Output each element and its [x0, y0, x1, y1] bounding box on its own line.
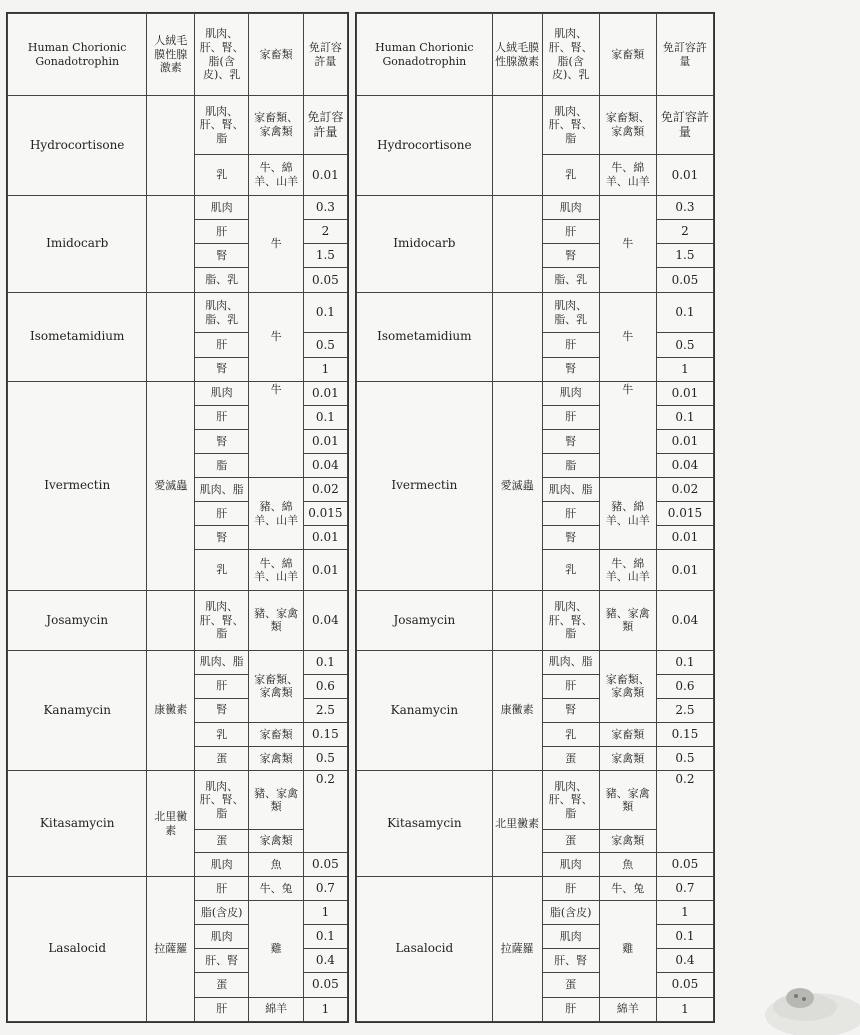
- tissue-cell: 肌肉、肝、腎、脂: [542, 771, 599, 830]
- drug-name: Ivermectin: [8, 381, 147, 591]
- drug-name: Josamycin: [357, 591, 493, 650]
- tissue-cell: 肌肉、肝、腎、脂: [542, 591, 599, 650]
- table-row: [357, 96, 714, 155]
- species-cell: 綿羊: [599, 997, 656, 1021]
- table-panel-right: [355, 12, 715, 1023]
- mrl-value: 1: [303, 357, 347, 381]
- tissue-cell: 肝: [195, 333, 249, 357]
- chinese-name: 拉薩羅: [147, 876, 195, 1021]
- mrl-value: 0.01: [656, 429, 713, 453]
- tissue-cell: 肝: [542, 674, 599, 698]
- header-species: 家畜類: [249, 14, 303, 96]
- mrl-value: 2.5: [656, 698, 713, 722]
- tissue-cell: 乳: [542, 550, 599, 591]
- tissue-cell: 肝: [195, 674, 249, 698]
- tissue-cell: 肝: [195, 502, 249, 526]
- mrl-value: 2.5: [303, 698, 347, 722]
- tissue-cell: 肌肉、脂、乳: [195, 292, 249, 333]
- tissue-cell: 脂(含皮): [542, 901, 599, 925]
- species-cell: 魚: [599, 852, 656, 876]
- mrl-value: 1.5: [656, 244, 713, 268]
- drug-name: Kanamycin: [8, 650, 147, 771]
- drug-name: Kitasamycin: [357, 771, 493, 877]
- tissue-cell: 脂: [542, 454, 599, 478]
- chinese-name: [492, 196, 542, 292]
- tissue-cell: 肌肉、脂: [195, 478, 249, 502]
- tissue-cell: 蛋: [542, 973, 599, 997]
- species-cell: 豬、家禽類: [599, 591, 656, 650]
- tissue-cell: 肌肉、肝、腎、脂: [195, 591, 249, 650]
- species-cell: 家畜類、家禽類: [599, 96, 656, 155]
- tissue-cell: 腎: [542, 526, 599, 550]
- mrl-value: 0.1: [656, 292, 713, 333]
- species-cell: 家禽類: [599, 747, 656, 771]
- table-row: [8, 876, 348, 900]
- chinese-name: [147, 96, 195, 196]
- species-cell: 家禽類: [599, 830, 656, 852]
- species-cell: 牛、綿羊、山羊: [249, 155, 303, 196]
- mrl-value: 0.6: [656, 674, 713, 698]
- header-species: 家畜類: [599, 14, 656, 96]
- mrl-table-right: [356, 13, 714, 1022]
- table-panel-left: [6, 12, 349, 1023]
- mrl-value: 0.05: [656, 973, 713, 997]
- species-cell: 豬、綿羊、山羊: [599, 478, 656, 550]
- mrl-value: 0.01: [303, 429, 347, 453]
- mrl-value: 0.1: [656, 650, 713, 674]
- tissue-cell: 脂、乳: [542, 268, 599, 292]
- mrl-value: 0.1: [303, 650, 347, 674]
- species-cell: 家畜類: [599, 722, 656, 746]
- chinese-name: 康黴素: [147, 650, 195, 771]
- tissue-cell: 乳: [195, 155, 249, 196]
- header-mrl: 免訂容許量: [656, 14, 713, 96]
- tissue-cell: 乳: [542, 155, 599, 196]
- mrl-value: 0.1: [303, 292, 347, 333]
- chinese-name: [492, 591, 542, 650]
- mrl-value: 0.04: [656, 454, 713, 478]
- species-cell: 豬、家禽類: [249, 591, 303, 650]
- mrl-value: 1: [303, 901, 347, 925]
- mrl-value: 0.015: [656, 502, 713, 526]
- drug-name: Kitasamycin: [8, 771, 147, 877]
- mrl-value: 0.1: [656, 405, 713, 429]
- table-row: [357, 196, 714, 220]
- species-cell: 豬、綿羊、山羊: [249, 478, 303, 550]
- tissue-cell: 肝: [195, 220, 249, 244]
- table-row: [8, 381, 348, 405]
- mrl-value: 1: [303, 997, 347, 1021]
- species-cell: 豬、家禽類: [599, 771, 656, 830]
- mrl-value: 0.05: [656, 852, 713, 876]
- tissue-cell: 肝、腎: [195, 949, 249, 973]
- drug-name: Imidocarb: [357, 196, 493, 292]
- tissue-cell: 肌肉、脂: [542, 478, 599, 502]
- mrl-value: 0.2: [656, 771, 713, 853]
- mrl-value: 0.1: [303, 405, 347, 429]
- drug-name: Isometamidium: [8, 292, 147, 381]
- mrl-value: 1: [656, 997, 713, 1021]
- tissue-cell: 蛋: [542, 747, 599, 771]
- mrl-value: 0.3: [303, 196, 347, 220]
- species-cell: 家畜類: [249, 722, 303, 746]
- chinese-name: [492, 292, 542, 381]
- chinese-name: [492, 96, 542, 196]
- drug-name: Hydrocortisone: [357, 96, 493, 196]
- tissue-cell: 蛋: [195, 830, 249, 852]
- mrl-value: 0.5: [656, 747, 713, 771]
- mrl-value: 0.4: [656, 949, 713, 973]
- tissue-cell: 蛋: [195, 747, 249, 771]
- mrl-value: 2: [303, 220, 347, 244]
- tissue-cell: 肝: [542, 405, 599, 429]
- species-cell: 魚: [249, 852, 303, 876]
- chinese-name: 北里黴素: [147, 771, 195, 877]
- mrl-value: 0.01: [303, 155, 347, 196]
- header-chinese-name: 人絨毛膜性腺激素: [492, 14, 542, 96]
- drug-name: Imidocarb: [8, 196, 147, 292]
- species-cell: 牛、綿羊、山羊: [599, 550, 656, 591]
- table-row: [8, 591, 348, 650]
- mrl-value: 0.04: [303, 454, 347, 478]
- tissue-cell: 肌肉、肝、腎、脂: [195, 96, 249, 155]
- tissue-cell: 肌肉: [542, 925, 599, 949]
- mrl-value: 0.1: [656, 925, 713, 949]
- species-cell: 綿羊: [249, 997, 303, 1021]
- chinese-name: 拉薩羅: [492, 876, 542, 1021]
- species-cell: 牛、綿羊、山羊: [249, 550, 303, 591]
- tissue-cell: 腎: [542, 429, 599, 453]
- species-cell: 家畜類、家禽類: [249, 650, 303, 722]
- mrl-value: 0.7: [303, 876, 347, 900]
- mrl-value: 0.01: [656, 381, 713, 405]
- tissue-cell: 脂(含皮): [195, 901, 249, 925]
- chinese-name: 愛滅蟲: [492, 381, 542, 591]
- tissue-cell: 腎: [195, 698, 249, 722]
- drug-name: Kanamycin: [357, 650, 493, 771]
- chinese-name: [147, 591, 195, 650]
- mrl-value: 0.05: [303, 852, 347, 876]
- table-row: [357, 381, 714, 405]
- ladybug-icon: [786, 988, 814, 1008]
- drug-name: Ivermectin: [357, 381, 493, 591]
- tissue-cell: 蛋: [195, 973, 249, 997]
- mrl-value: 0.3: [656, 196, 713, 220]
- species-cell: 牛: [599, 196, 656, 292]
- mrl-value: 1: [656, 357, 713, 381]
- species-cell: 家畜類、家禽類: [599, 650, 656, 722]
- header-drug: Human Chorionic Gonadotrophin: [8, 14, 147, 96]
- tissue-cell: 肝: [195, 876, 249, 900]
- mrl-value: 0.5: [303, 333, 347, 357]
- decorative-flower-image: [720, 895, 860, 1035]
- table-row: [357, 292, 714, 333]
- species-cell: 牛: [249, 196, 303, 292]
- header-chinese-name: 人絨毛膜性腺激素: [147, 14, 195, 96]
- drug-name: Hydrocortisone: [8, 96, 147, 196]
- mrl-value: 0.15: [303, 722, 347, 746]
- tissue-cell: 肝: [542, 220, 599, 244]
- mrl-value: 0.4: [303, 949, 347, 973]
- table-row: [8, 96, 348, 155]
- tissue-cell: 腎: [542, 698, 599, 722]
- chinese-name: 北里黴素: [492, 771, 542, 877]
- tissue-cell: 乳: [195, 550, 249, 591]
- species-cell: 家禽類: [249, 830, 303, 852]
- chinese-name: 康黴素: [492, 650, 542, 771]
- table-row: [357, 591, 714, 650]
- tissue-cell: 肌肉: [195, 925, 249, 949]
- mrl-value: 0.05: [656, 268, 713, 292]
- table-row: [8, 650, 348, 674]
- mrl-value: 0.5: [656, 333, 713, 357]
- table-row: [357, 876, 714, 900]
- header-tissue: 肌肉、肝、腎、脂(含皮)、乳: [542, 14, 599, 96]
- tissue-cell: 肝: [542, 876, 599, 900]
- mrl-value: 0.7: [656, 876, 713, 900]
- header-tissue: 肌肉、肝、腎、脂(含皮)、乳: [195, 14, 249, 96]
- header-drug: Human Chorionic Gonadotrophin: [357, 14, 493, 96]
- mrl-value: 0.01: [656, 155, 713, 196]
- drug-name: Isometamidium: [357, 292, 493, 381]
- tissue-cell: 腎: [195, 429, 249, 453]
- tissue-cell: 脂、乳: [195, 268, 249, 292]
- mrl-value: 0.02: [656, 478, 713, 502]
- species-cell: 豬、家禽類: [249, 771, 303, 830]
- tissue-cell: 肌肉、脂: [542, 650, 599, 674]
- tissue-cell: 肌肉、肝、腎、脂: [195, 771, 249, 830]
- tissue-cell: 肝: [542, 502, 599, 526]
- tissue-cell: 腎: [195, 357, 249, 381]
- tissue-cell: 腎: [195, 244, 249, 268]
- header-mrl: 免訂容許量: [303, 14, 347, 96]
- tissue-cell: 肌肉: [542, 852, 599, 876]
- tissue-cell: 肌肉、脂、乳: [542, 292, 599, 333]
- tissue-cell: 肌肉、肝、腎、脂: [542, 96, 599, 155]
- table-row: [357, 771, 714, 830]
- table-row: [8, 292, 348, 333]
- tissue-cell: 肌肉、脂: [195, 650, 249, 674]
- tissue-cell: 脂: [195, 454, 249, 478]
- mrl-value: 0.05: [303, 973, 347, 997]
- species-cell: 雞: [599, 901, 656, 997]
- mrl-value: 免訂容許量: [656, 96, 713, 155]
- mrl-value: 0.01: [656, 526, 713, 550]
- tissue-cell: 腎: [195, 526, 249, 550]
- mrl-value: 0.04: [303, 591, 347, 650]
- mrl-value: 0.5: [303, 747, 347, 771]
- chinese-name: [147, 292, 195, 381]
- mrl-value: 免訂容許量: [303, 96, 347, 155]
- mrl-value: 0.015: [303, 502, 347, 526]
- chinese-name: 愛滅蟲: [147, 381, 195, 591]
- mrl-value: 2: [656, 220, 713, 244]
- tissue-cell: 腎: [542, 357, 599, 381]
- drug-name: Lasalocid: [8, 876, 147, 1021]
- tissue-cell: 肌肉: [542, 196, 599, 220]
- table-row: [8, 196, 348, 220]
- mrl-value: 0.01: [656, 550, 713, 591]
- drug-name: Josamycin: [8, 591, 147, 650]
- tissue-cell: 肝: [542, 333, 599, 357]
- tissue-cell: 腎: [542, 244, 599, 268]
- species-cell: 雞: [249, 901, 303, 997]
- species-cell: 牛、兔: [599, 876, 656, 900]
- tissue-cell: 肌肉: [195, 852, 249, 876]
- chinese-name: [147, 196, 195, 292]
- header-row: [8, 14, 348, 96]
- drug-name: Lasalocid: [357, 876, 493, 1021]
- mrl-value: 0.01: [303, 526, 347, 550]
- mrl-value: 0.01: [303, 550, 347, 591]
- mrl-table-left: [7, 13, 348, 1022]
- mrl-value: 0.6: [303, 674, 347, 698]
- mrl-value: 0.1: [303, 925, 347, 949]
- tissue-cell: 肌肉: [195, 196, 249, 220]
- tissue-cell: 乳: [195, 722, 249, 746]
- header-row: [357, 14, 714, 96]
- tissue-cell: 肝: [542, 997, 599, 1021]
- tissue-cell: 肝: [195, 997, 249, 1021]
- tissue-cell: 乳: [542, 722, 599, 746]
- mrl-value: 0.15: [656, 722, 713, 746]
- species-cell: 牛: [599, 292, 656, 381]
- tissue-cell: 肌肉: [195, 381, 249, 405]
- tissue-cell: 蛋: [542, 830, 599, 852]
- mrl-value: 0.2: [303, 771, 347, 853]
- table-row: [8, 771, 348, 830]
- mrl-value: 0.01: [303, 381, 347, 405]
- species-cell: 牛: [249, 292, 303, 381]
- tissue-cell: 肝: [195, 405, 249, 429]
- mrl-value: 0.02: [303, 478, 347, 502]
- tissue-cell: 肌肉: [542, 381, 599, 405]
- species-cell: 家畜類、家禽類: [249, 96, 303, 155]
- mrl-value: 0.04: [656, 591, 713, 650]
- tissue-cell: 肝、腎: [542, 949, 599, 973]
- species-cell: 牛: [599, 381, 656, 477]
- species-cell: 牛、兔: [249, 876, 303, 900]
- mrl-value: 1.5: [303, 244, 347, 268]
- species-cell: 家禽類: [249, 747, 303, 771]
- species-cell: 牛: [249, 381, 303, 477]
- table-row: [357, 650, 714, 674]
- mrl-value: 0.05: [303, 268, 347, 292]
- species-cell: 牛、綿羊、山羊: [599, 155, 656, 196]
- mrl-value: 1: [656, 901, 713, 925]
